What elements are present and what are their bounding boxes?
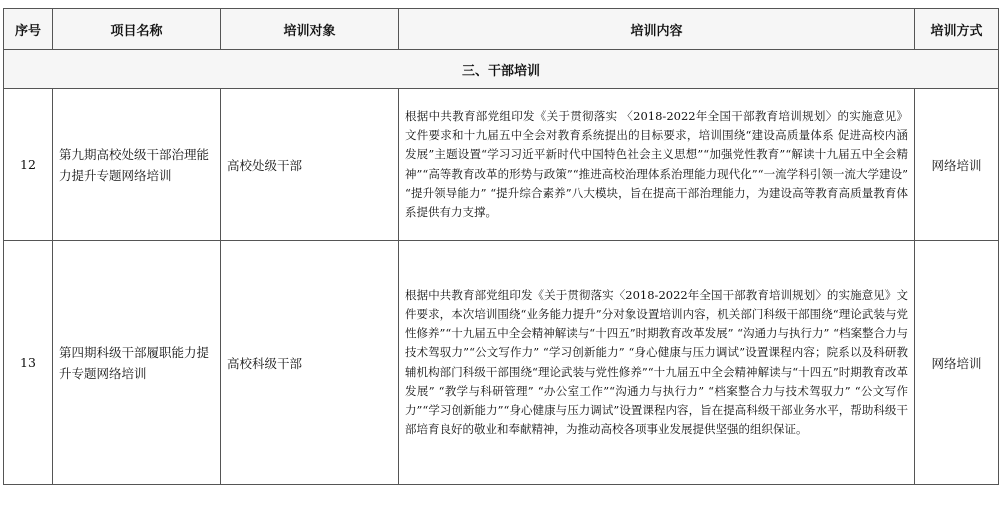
row-no: 13 bbox=[4, 241, 53, 485]
row-target: 高校科级干部 bbox=[221, 241, 399, 485]
training-table bbox=[3, 8, 999, 485]
row-no: 12 bbox=[4, 89, 53, 241]
header-method: 培训方式 bbox=[915, 9, 999, 50]
row-content: 根据中共教育部党组印发《关于贯彻落实〈2018-2022年全国干部教育培训规划〉的实施意见》文件要求，本次培训围绕“业务能力提升”分对象设置培训内容，机关部门科级干部围绕“理论武装与党性修养”“十九届五中全会精神解读与“十四五”时期教育改革发展” “沟通力与执行力” “档案整合力与技术驾驭力”“公文写作力” “学习创新能力” “身心健康与压力调试”设置课程内容；院系以及科研教辅机构部门科级干部围绕“理论武装与党性修养”“十九届五中全会精神解读与“十四五”时期教育改革发展” “教学与科研管理” “办公室工作”“沟通力与执行力” “档案整合力与技术驾驭力” “公文写作力”“学习创新能力”“身心健康与压力调试”设置课程内容，旨在提高科级干部业务水平，帮助科级干部培育良好的敬业和奉献精神，为推动高校各项事业发展提供坚强的组织保证。 bbox=[399, 241, 915, 485]
row-content: 根据中共教育部党组印发《关于贯彻落实 〈2018-2022年全国干部教育培训规划〉的实施意见》文件要求和十九届五中全会对教育系统提出的目标要求，培训围绕“建设高质量体系 促进高校内涵发展”主题设置“学习习近平新时代中国特色社会主义思想”“加强党性教育”“解读十九届五中全会精神”“高等教育改革的形势与政策”“推进高校治理体系治理能力现代化”“一流学科引领一流大学建设” “提升领导能力” “提升综合素养”八大模块，旨在提高干部治理能力，为建设高等教育高质量教育体系提供有力支撑。 bbox=[399, 89, 915, 241]
row-target: 高校处级干部 bbox=[221, 89, 399, 241]
section-row bbox=[4, 50, 999, 89]
header-row bbox=[4, 9, 999, 50]
section-title: 三、干部培训 bbox=[4, 50, 999, 89]
header-target: 培训对象 bbox=[221, 9, 399, 50]
row-name: 第四期科级干部履职能力提升专题网络培训 bbox=[53, 241, 221, 485]
table-row bbox=[4, 89, 999, 241]
row-name: 第九期高校处级干部治理能力提升专题网络培训 bbox=[53, 89, 221, 241]
header-no: 序号 bbox=[4, 9, 53, 50]
row-method: 网络培训 bbox=[915, 89, 999, 241]
header-name: 项目名称 bbox=[53, 9, 221, 50]
table-row bbox=[4, 241, 999, 485]
row-method: 网络培训 bbox=[915, 241, 999, 485]
header-content: 培训内容 bbox=[399, 9, 915, 50]
